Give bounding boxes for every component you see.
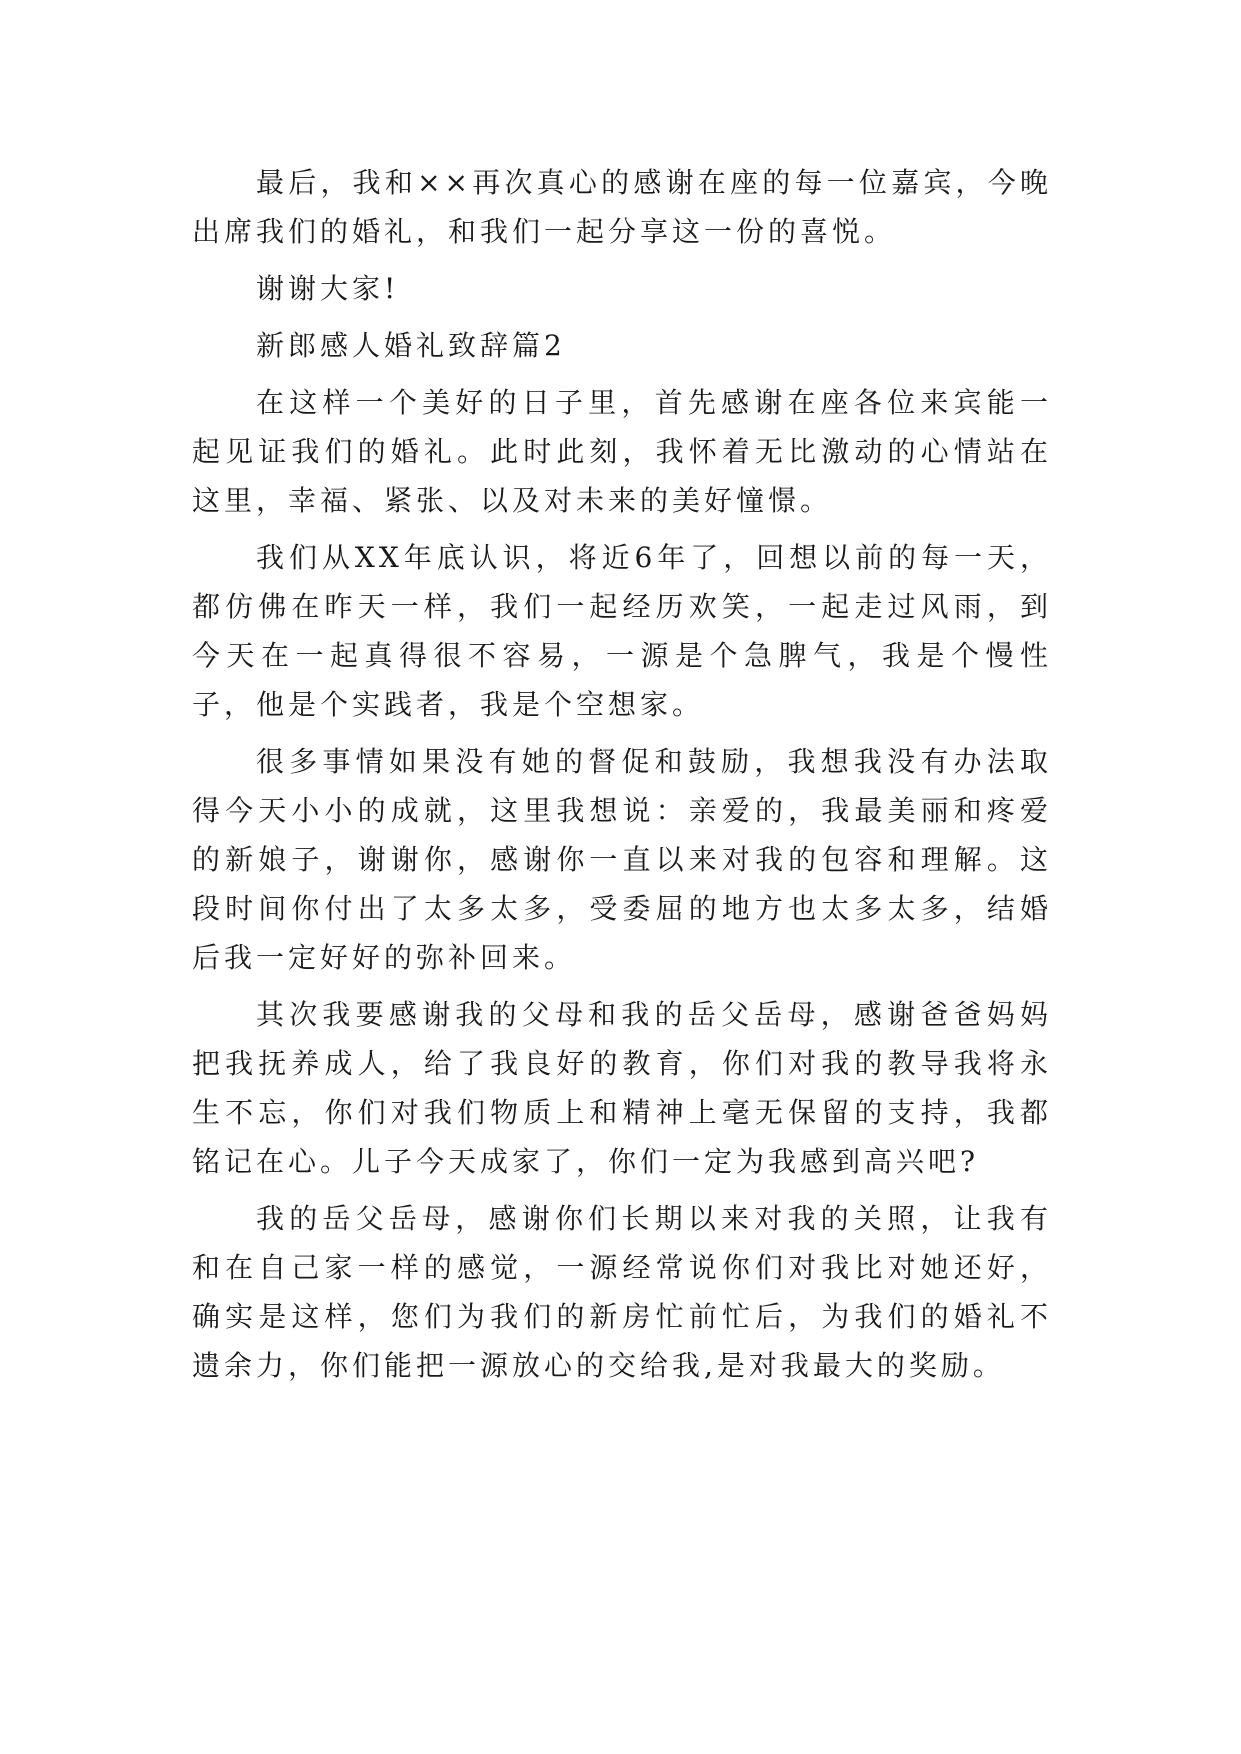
paragraph-to-in-laws: 我的岳父岳母，感谢你们长期以来对我的关照，让我有和在自己家一样的感觉，一源经常说你们对我比对她还好，确实是这样，您们为我们的新房忙前忙后，为我们的婚礼不遗余力，你们能把一源放心的交给我,是对我最大的奖励。 [192, 1202, 1052, 1382]
paragraph-story: 我们从XX年底认识，将近6年了，回想以前的每一天，都仿佛在昨天一样，我们一起经历欢笑，一起走过风雨，到今天在一起真得很不容易，一源是个急脾气，我是个慢性子，他是个实践者，我是个空想家。 [192, 541, 1052, 721]
section-heading: 新郎感人婚礼致辞篇2 [256, 329, 566, 362]
paragraph-to-parents: 其次我要感谢我的父母和我的岳父岳母，感谢爸爸妈妈把我抚养成人，给了我良好的教育，你们对我的教导我将永生不忘，你们对我们物质上和精神上毫无保留的支持，我都铭记在心。儿子今天成家了，你们一定为我感到高兴吧? [192, 998, 1052, 1178]
paragraph-thank-you: 谢谢大家! [256, 272, 400, 305]
paragraph-opening: 在这样一个美好的日子里，首先感谢在座各位来宾能一起见证我们的婚礼。此时此刻，我怀着无比激动的心情站在这里，幸福、紧张、以及对未来的美好憧憬。 [192, 386, 1052, 517]
document-body [192, 158, 1052, 1398]
paragraph-to-bride: 很多事情如果没有她的督促和鼓励，我想我没有办法取得今天小小的成就，这里我想说：亲爱的，我最美丽和疼爱的新娘子，谢谢你，感谢你一直以来对我的包容和理解。这段时间你付出了太多太多，受委屈的地方也太多太多，结婚后我一定好好的弥补回来。 [192, 745, 1052, 974]
paragraph-closing-thanks: 最后，我和××再次真心的感谢在座的每一位嘉宾，今晚出席我们的婚礼，和我们一起分享这一份的喜悦。 [192, 166, 1052, 248]
